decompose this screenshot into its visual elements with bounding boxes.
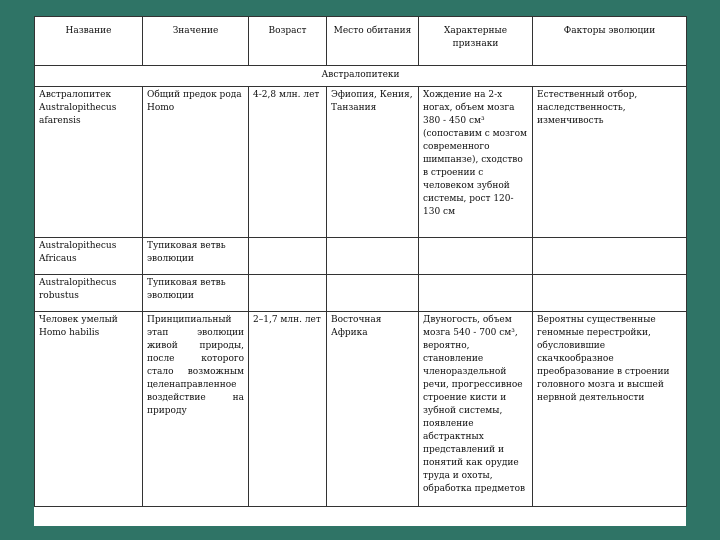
cell-significance: Тупиковая ветвь эволюции: [143, 275, 249, 312]
cell-factors: [533, 238, 687, 275]
cell-name: Австралопитек Australopithecus afarensis: [35, 87, 143, 238]
cell-name: Человек умелый Homo habilis: [35, 312, 143, 507]
cell-age: 2–1,7 млн. лет: [249, 312, 327, 507]
cell-habitat: Восточная Африка: [327, 312, 419, 507]
cell-age: [249, 275, 327, 312]
cell-name: Australopithecus robustus: [35, 275, 143, 312]
section-title: Австралопитеки: [35, 66, 687, 87]
cell-significance: Общий предок рода Homo: [143, 87, 249, 238]
section-row: [35, 66, 687, 87]
header-significance: Значение: [143, 17, 249, 66]
cell-factors: [533, 275, 687, 312]
header-row: [35, 17, 687, 66]
cell-significance: Принципиальный этап эволюции живой природы, после которого стало возможным целенаправленное воздействие на природу: [143, 312, 249, 507]
table-row: [35, 238, 687, 275]
cell-significance: Тупиковая ветвь эволюции: [143, 238, 249, 275]
header-habitat: Место обитания: [327, 17, 419, 66]
header-factors: Факторы эволюции: [533, 17, 687, 66]
table-row: [35, 275, 687, 312]
header-age: Возраст: [249, 17, 327, 66]
table-row: [35, 312, 687, 507]
cell-habitat: [327, 275, 419, 312]
header-name: Название: [35, 17, 143, 66]
header-features: Характерные признаки: [419, 17, 533, 66]
cell-habitat: [327, 238, 419, 275]
cell-age: 4-2,8 млн. лет: [249, 87, 327, 238]
table-row: [35, 87, 687, 238]
cell-age: [249, 238, 327, 275]
cell-name: Australopithecus Africaus: [35, 238, 143, 275]
evolution-table: [34, 16, 687, 507]
cell-factors: Естественный отбор, наследственность, изменчивость: [533, 87, 687, 238]
cell-factors: Вероятны существенные геномные перестройки, обусловившие скачкообразное преобразование в строении головного мозга и высшей нервной деятельности: [533, 312, 687, 507]
cell-features: Двуногость, объем мозга 540 - 700 см³, вероятно, становление членораздельной речи, прогрессивное строение кисти и зубной системы, появление абстрактных представлений и понятий как орудие труда и охоты, обработка предметов: [419, 312, 533, 507]
cell-features: [419, 238, 533, 275]
cell-habitat: Эфиопия, Кения, Танзания: [327, 87, 419, 238]
cell-features: Хождение на 2-х ногах, объем мозга 380 - 450 см³ (сопоставим с мозгом современного шимпанзе), сходство в строении с человеком зубной системы, рост 120-130 см: [419, 87, 533, 238]
table-sheet: [34, 16, 686, 526]
cell-features: [419, 275, 533, 312]
